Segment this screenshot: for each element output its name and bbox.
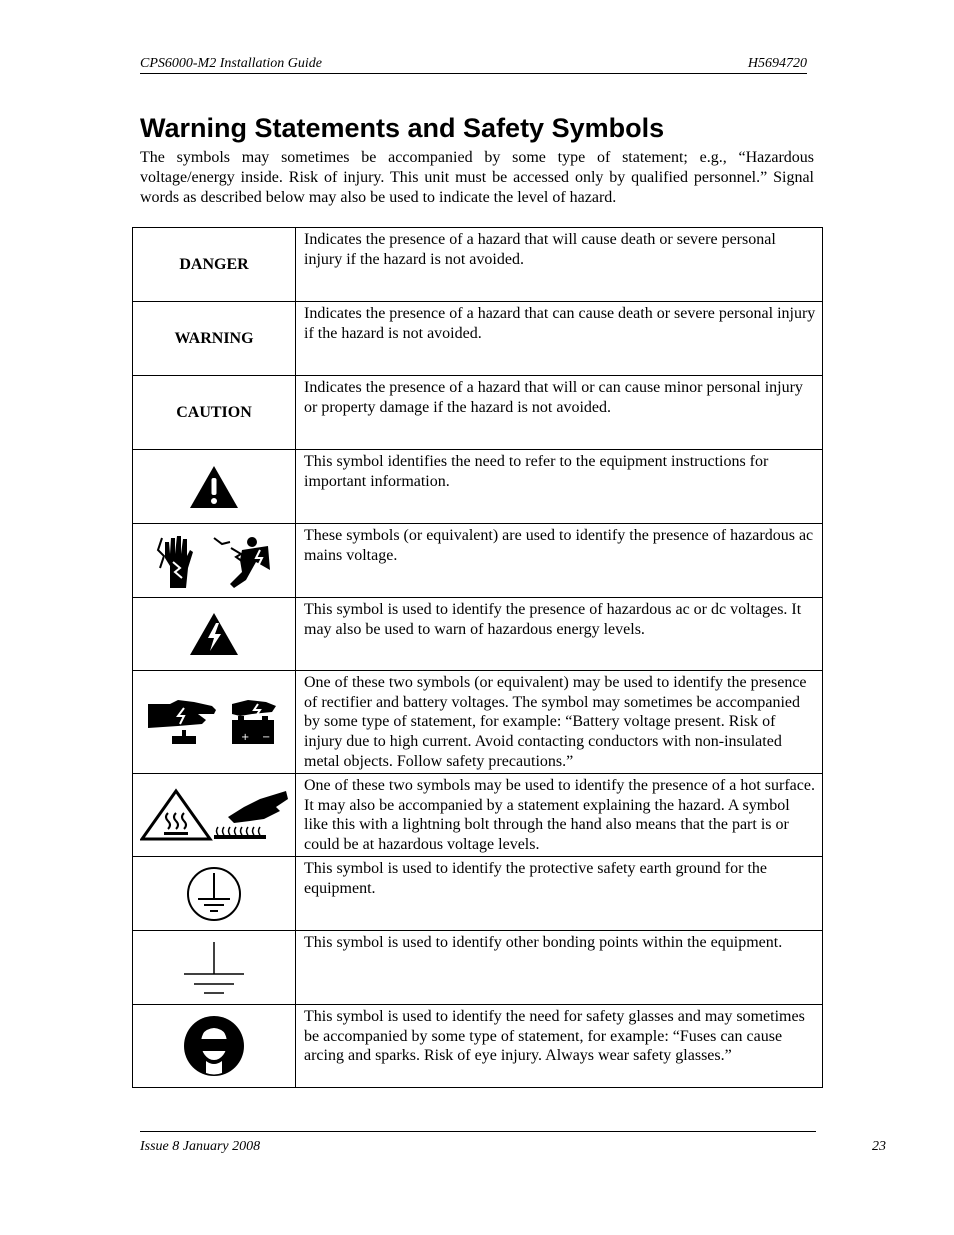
- table-row: [133, 598, 823, 671]
- description-cell: Indicates the presence of a hazard that will cause death or severe personal injury if the hazard is not avoided.: [296, 228, 823, 302]
- footer-issue-date: Issue 8 January 2008: [140, 1139, 261, 1154]
- table-row: [133, 524, 823, 598]
- symbol-cell: [133, 450, 296, 524]
- page-title: Warning Statements and Safety Symbols: [140, 113, 665, 143]
- table-row: [133, 376, 823, 450]
- table-row: [133, 857, 823, 931]
- table-row: [133, 450, 823, 524]
- caution-label: CAUTION: [176, 403, 252, 421]
- hot-surface-icon: [140, 787, 288, 843]
- table-row: [133, 774, 823, 857]
- description-cell: This symbol is used to identify other bonding points within the equipment.: [296, 931, 823, 1005]
- description-cell: One of these two symbols (or equivalent) may be used to identify the presence of rectifier and battery voltages. The symbol may sometimes be accompanied by some type of statement, for example: “Battery voltage present. Risk of injury due to high current. Avoid contacting conductors with non-insulated metal objects. Follow safety precautions.”: [296, 671, 823, 774]
- description-cell: This symbol identifies the need to refer to the equipment instructions for important information.: [296, 450, 823, 524]
- table-row: [133, 302, 823, 376]
- page-header: [140, 56, 807, 74]
- table-row: [133, 671, 823, 774]
- safety-symbols-table: [132, 227, 823, 1088]
- symbol-cell: [133, 931, 296, 1005]
- general-warning-triangle-icon: [188, 464, 240, 510]
- symbol-cell: [133, 1005, 296, 1088]
- svg-text:−: −: [262, 732, 271, 743]
- header-document-title: CPS6000-M2 Installation Guide: [140, 56, 322, 71]
- page-number: 23: [872, 1139, 886, 1154]
- symbol-cell: [133, 857, 296, 931]
- symbol-cell: [133, 228, 296, 302]
- header-document-number: H5694720: [747, 56, 807, 71]
- hazardous-ac-mains-voltage-icon: [156, 532, 272, 590]
- rectifier-battery-voltage-icon: [148, 698, 280, 746]
- description-cell: This symbol is used to identify the presence of hazardous ac or dc voltages. It may also be used to warn of hazardous energy levels.: [296, 598, 823, 671]
- symbol-cell: [133, 302, 296, 376]
- symbol-cell: [133, 524, 296, 598]
- description-cell: This symbol is used to identify the need for safety glasses and may sometimes be accompanied by some type of statement, for example: “Fuses can cause arcing and sparks. Risk of eye injury. Always wear safety glasses.”: [296, 1005, 823, 1088]
- description-cell: One of these two symbols may be used to identify the presence of a hot surface. It may also be accompanied by a statement explaining the hazard. A symbol like this with a lightning bolt through the hand also means that the part is or could be at hazardous voltage levels.: [296, 774, 823, 857]
- svg-text:+: +: [241, 732, 250, 743]
- table-row: [133, 228, 823, 302]
- intro-paragraph: The symbols may sometimes be accompanied by some type of statement; e.g., “Hazardous voltage/energy inside. Risk of injury. This unit must be accessed only by qualified personnel.” Signal words as described below may also be used to indicate the level of hazard.: [140, 149, 814, 206]
- symbol-cell: [133, 598, 296, 671]
- footer-rule: [140, 1131, 816, 1132]
- symbol-cell: [133, 774, 296, 857]
- table-row: [133, 931, 823, 1005]
- bonding-point-ground-icon: [182, 940, 246, 996]
- danger-label: DANGER: [179, 255, 249, 273]
- safety-glasses-icon: [183, 1015, 245, 1077]
- table-row: [133, 1005, 823, 1088]
- lightning-triangle-icon: [188, 611, 240, 657]
- description-cell: This symbol is used to identify the protective safety earth ground for the equipment.: [296, 857, 823, 931]
- description-cell: Indicates the presence of a hazard that will or can cause minor personal injury or property damage if the hazard is not avoided.: [296, 376, 823, 450]
- symbol-cell: [133, 376, 296, 450]
- symbol-cell: [133, 671, 296, 774]
- warning-label: WARNING: [174, 329, 254, 347]
- description-cell: Indicates the presence of a hazard that can cause death or severe personal injury if the hazard is not avoided.: [296, 302, 823, 376]
- description-cell: These symbols (or equivalent) are used to identify the presence of hazardous ac mains voltage.: [296, 524, 823, 598]
- protective-earth-ground-icon: [185, 865, 243, 923]
